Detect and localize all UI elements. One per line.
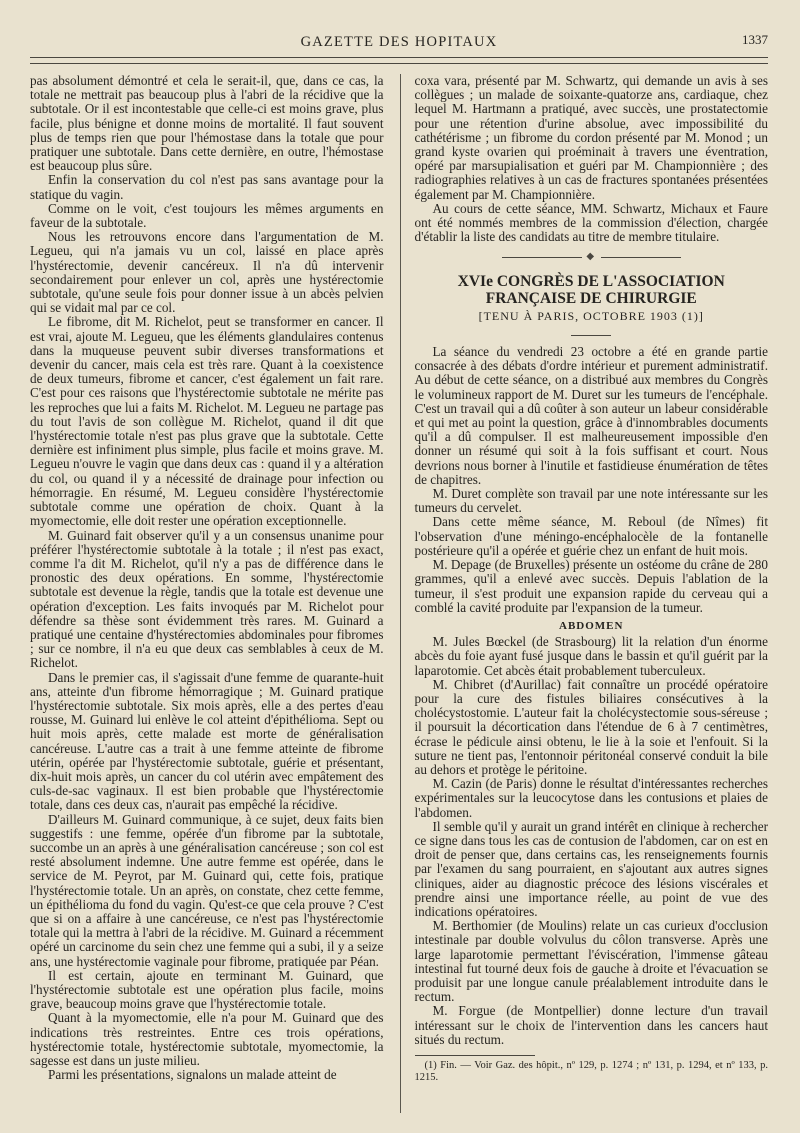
paragraph: M. Forgue (de Montpellier) donne lecture d'un travail intéressant sur le choix de l'intervention dans les cancers haut situés du rectum.: [414, 1003, 768, 1047]
left-column: [30, 74, 392, 1113]
paragraph: Comme on le voit, c'est toujours les mêmes arguments en faveur de la subtotale.: [30, 200, 384, 231]
paragraph: M. Duret complète son travail par une note intéressante sur les tumeurs du cervelet.: [414, 486, 768, 516]
section-rule: [415, 325, 769, 339]
paragraph: Il est certain, ajoute en terminant M. Guinard, que l'hystérectomie subtotale est une opération plus facile, moins grave, beaucoup moins grave que l'hystérectomie totale.: [30, 967, 384, 1012]
section-subtitle: [TENU À PARIS, OCTOBRE 1903 (1)]: [478, 308, 704, 323]
right-column: [409, 74, 769, 1113]
footnote: (1) Fin. — Voir Gaz. des hôpit., nº 129, p. 1274 ; nº 131, p. 1294, et nº 133, p. 1215.: [414, 1060, 768, 1083]
section-title: XVIe CONGRÈS DE L'ASSOCIATION FRANÇAISE DE CHIRURGIE: [457, 272, 725, 307]
paragraph: La séance du vendredi 23 octobre a été en grande partie consacrée à des débats d'ordre intérieur et purement administratif. Au début de cette séance, on a distribué aux membres du Congrès le volumineux rapport de M. Duret sur les tumeurs de l'encéphale. C'est un travail qui a dû coûter à son auteur un labeur considérable et qui met au point la question, grâce à d'innombrables documents qu'il a dû compulser. Il est malheureusement impossible d'en donner un résumé qui soit à la fois suffisant et court. Nous devrions nous borner à l'inutile et fastidieuse énumération de têtes de chapitres.: [414, 344, 768, 487]
paragraph: M. Guinard fait observer qu'il y a un consensus unanime pour préférer l'hystérectomie subtotale à la totale ; il n'est pas exact, comme l'a dit M. Richelot, qu'il n'y a pas de différence dans le pronostic des deux opérations. En somme, l'hystérectomie subtotale est devenue la règle, tandis que la totale est devenue une opération d'exception. Les faits invoqués par M. Richelot pour défendre sa thèse sont évidemment très rares. M. Guinard a pratiqué une centaine d'hystérectomies abdominales pour fibromes ; sur ce nombre, il n'a eu que deux cas semblables à ceux de M. Richelot.: [30, 527, 384, 671]
footnote-rule: [415, 1055, 535, 1056]
paragraph: Il semble qu'il y aurait un grand intérêt en clinique à rechercher ce signe dans tous les cas de contusion de l'abdomen, car on est en droit de penser que, dans certains cas, les renseignements fournis par l'examen du sang pourraient, en s'ajoutant aux autres signes cliniques, aider au diagnostic précoce des lésions viscérales et prendre ainsi une importance réelle, au point de vue des indications opératoires.: [414, 818, 768, 919]
paragraph: Nous les retrouvons encore dans l'argumentation de M. Legueu, qui n'a jamais vu un col, laissé en place après l'hystérectomie, devenir cancéreux. Il n'a dû intervenir secondairement pour enlever un col, après une hystérectomie subtotale, qu'une seule fois pour donner issue à un abcès pelvien qui se vidait mal par ce col.: [30, 229, 384, 316]
page-number: 1337: [742, 32, 768, 47]
paragraph: M. Berthomier (de Moulins) relate un cas curieux d'occlusion intestinale par double volvulus du côlon transverse. Après une large laparotomie permettant l'éviscération, l'immense gâteau intestinal fut tourné deux fois de gauche à droite et l'évacuation se produisit par une longue canule préalablement introduite dans le rectum.: [414, 918, 768, 1005]
header-rule: [30, 57, 768, 58]
paragraph: Dans cette même séance, M. Reboul (de Nîmes) fit l'observation d'une méningo-encéphalocèle de la fontanelle postérieure qu'il a opérée et guérie chez un enfant de huit mois.: [414, 514, 768, 558]
paragraph: Enfin la conservation du col n'est pas sans avantage pour la statique du vagin.: [30, 172, 384, 202]
paragraph: coxa vara, présenté par M. Schwartz, qui demande un avis à ses collègues ; un malade de soixante-quatorze ans, cardiaque, chez lequel M. Hartmann a pratiqué, avec succès, une prostatectomie pour une rétention d'urine absolue, avec impossibilité du cathétérisme ; un fibrome du cordon présenté par M. Monod ; un grand kyste ovarien qui proéminait à travers une éventration, opéré par marsupialisation et guéri par M. Championnière ; des radiographies relatives à un cas de fractures spontanées présentées également par M. Championnière.: [414, 74, 768, 202]
paragraph: Au cours de cette séance, MM. Schwartz, Michaux et Faure ont été nommés membres de la commission d'élection, chargée d'établir la liste des candidats au titre de membre titulaire.: [414, 200, 768, 245]
paragraph: Quant à la myomectomie, elle n'a pour M. Guinard que des indications très restreintes. Entre ces trois opérations, hystérectomie totale, hystérectomie subtotale, myomectomie, la sagesse est dans un juste milieu.: [30, 1010, 384, 1069]
paragraph: M. Jules Bœckel (de Strasbourg) lit la relation d'un énorme abcès du foie ayant fusé jusque dans le bassin et qu'il guérit par la laparotomie. Cet abcès était probablement tuberculeux.: [414, 634, 768, 678]
paragraph: M. Depage (de Bruxelles) présente un ostéome du crâne de 280 grammes, qu'il a enlevé avec succès. Depuis l'ablation de la tumeur, il s'est produit une expansion rapide du cerveau qui a comblé la cavité produite par l'expansion de la tumeur.: [414, 557, 768, 615]
paragraph: M. Chibret (d'Aurillac) fait connaître un procédé opératoire pour la cure des fistules biliaires consécutives à la cholécystostomie. L'auteur fait la cholécystectomie sous-séreuse ; il poursuit la décortication dans l'étendue de 6 à 7 centimètres, écrase le pédicule ainsi obtenu, le lie à la soie et l'enfouit. Si la suture ne tient pas, l'entonnoir péritonéal conservé conduit la bile au dehors et protège le péritoine.: [414, 676, 768, 777]
paragraph: Le fibrome, dit M. Richelot, peut se transformer en cancer. Il est vrai, ajoute M. Legueu, que les éléments glandulaires contenus dans la muqueuse peuvent subir diverses transformations et devenir du cancer, mais cela est très rare. Quant à la coexistence de deux tumeurs, fibrome et cancer, c'est également un fait rare. C'est pour ces raisons que l'hystérectomie subtotale ne mérite pas les reproches que lui a faits M. Richelot. M. Legueu ne partage pas du tout l'avis de son collègue M. Richelot, quand il dit que l'hystérectomie totale n'est pas plus grave que la subtotale. Cette dernière est infiniment plus simple, plus facile et moins grave. M. Legueu n'ouvre le vagin que dans deux cas : quand il y a altération du col, ou quand il y a nécessité de drainage pour infection ou hémorragie. En résumé, M. Legueu considère l'hystérectomie subtotale comme une opération de choix. Quant à la myomectomie, elle doit rester une opération exceptionnelle.: [30, 314, 384, 529]
article-columns: [30, 74, 768, 1113]
column-divider: [400, 74, 401, 1113]
paragraph: Dans le premier cas, il s'agissait d'une femme de quarante-huit ans, atteinte d'un fibrome hémorragique ; M. Guinard pratique l'hystérectomie subtotale. Six mois après, elle a des pertes d'eau rousse, M. Guinard lui enlève le col atteint d'épithélioma. Sept ou huit mois après, cette malade est morte de généralisation cancéreuse. L'autre cas a trait à une femme atteinte de fibrome utérin, opérée par l'hystérectomie subtotale, guérie et présentant, dix-huit mois après, un cancer du col utérin avec empâtement des culs-de-sac vaginaux. Il est bien probable que l'hystérectomie totale, dans ces deux cas, n'aurait pas empêché la récidive.: [30, 669, 384, 813]
header-rule-secondary: [30, 63, 768, 64]
paragraph: pas absolument démontré et cela le serait-il, que, dans ce cas, la totale ne mettrait pas beaucoup plus à l'abri de la récidive que la subtotale. Or il est incontestable que celle-ci est moins grave, plus facile, plus bénigne et donne moins de mortalité. Il faut souvent plus de temps rien que pour l'hémostase dans la totale que pour pratiquer une subtotale. Dans cette dernière, en outre, l'hémostase est beaucoup plus sûre.: [30, 74, 384, 174]
paragraph: M. Cazin (de Paris) donne le résultat d'intéressantes recherches expérimentales sur la leucocytose dans les contusions et plaies de l'abdomen.: [414, 776, 768, 820]
section-ornament: ◆: [415, 250, 769, 264]
journal-title: GAZETTE DES HOPITAUX: [300, 34, 498, 50]
paragraph: D'ailleurs M. Guinard communique, à ce sujet, deux faits bien suggestifs : une femme, opérée d'un fibrome par la subtotale, succombe un an après à une généralisation cancéreuse ; son col est resté absolument indemne. Une autre femme est opérée, dans le service de M. Peyrot, par M. Guinard qui, cette fois, pratique l'hystérectomie totale. Un an après, on constate, chez cette femme, un épithélioma du fond du vagin. Qu'est-ce que cela prouve ? C'est que si on a affaire à une cancéreuse, ce n'est pas l'hystérectomie totale qui la mettra à l'abri de la récidive. M. Guinard a récemment opéré un carcinome du sein chez une femme qui a subi, il y a seize ans, une hystérectomie vaginale pour fibrome, pratiquée par Péan.: [30, 811, 384, 969]
paragraph: Parmi les présentations, signalons un malade atteint de: [48, 1067, 337, 1083]
page-header: [30, 30, 768, 56]
subsection-heading-abdomen: ABDOMEN: [559, 619, 624, 632]
